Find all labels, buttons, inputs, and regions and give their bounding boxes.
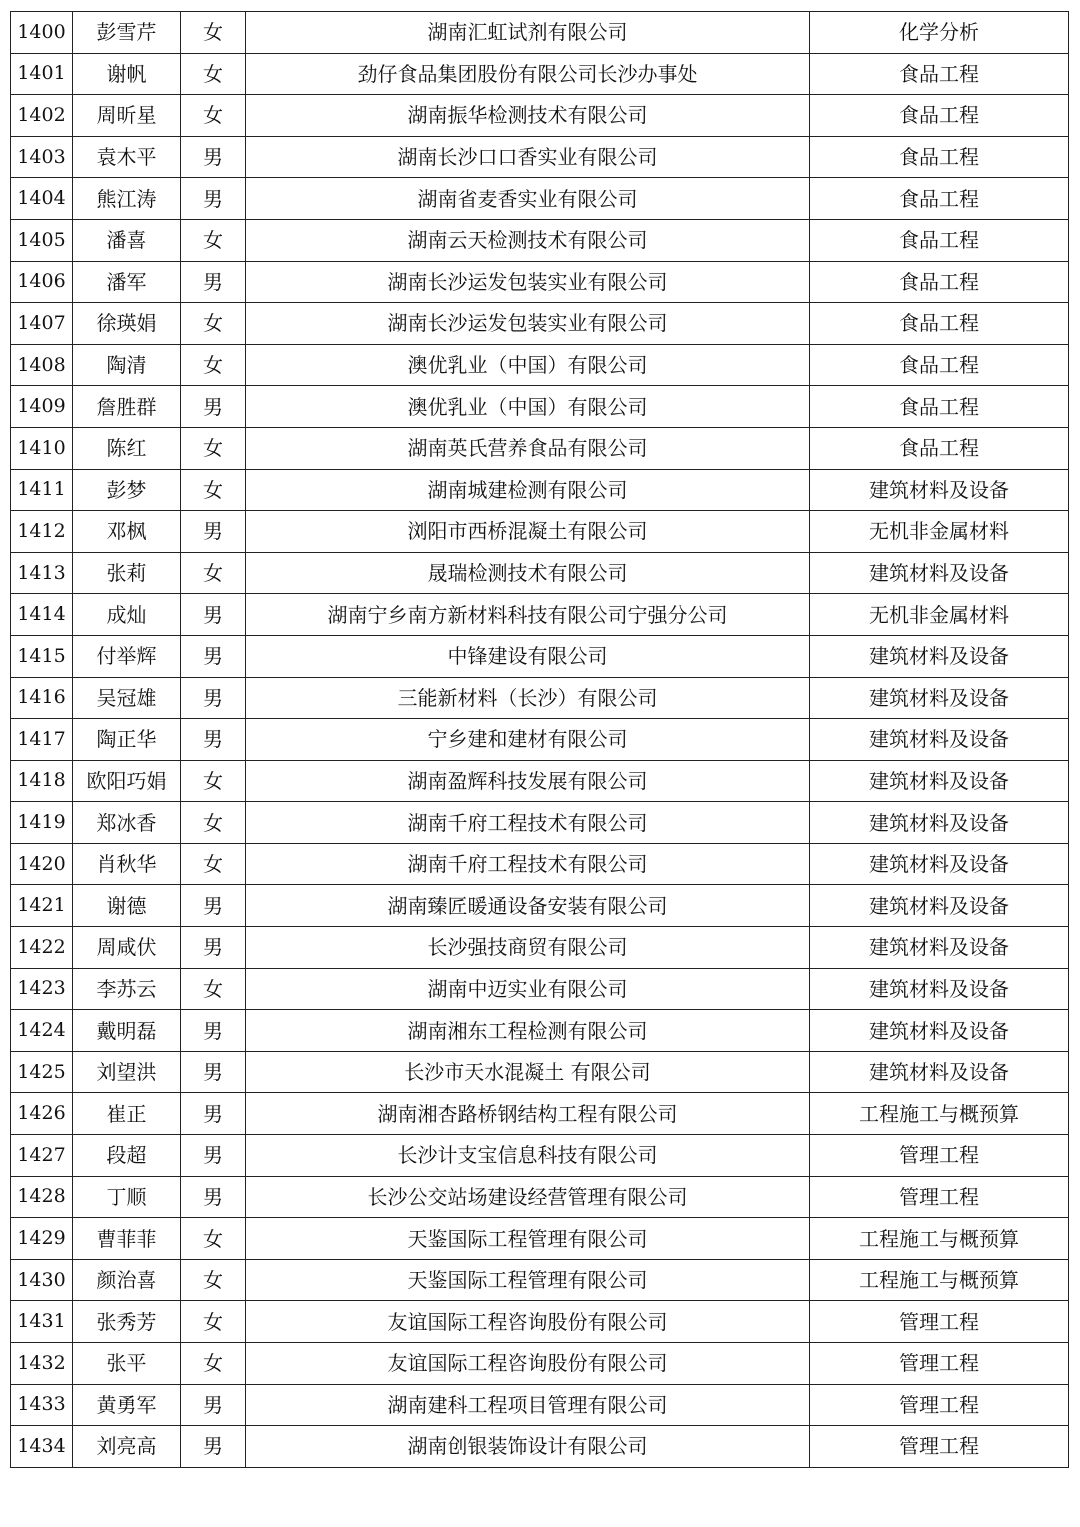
row-number-cell: 1413 <box>11 552 73 594</box>
company-cell: 湖南城建检测有限公司 <box>246 469 810 511</box>
name-cell: 戴明磊 <box>73 1010 181 1052</box>
name-cell: 周咸伏 <box>73 927 181 969</box>
name-cell: 徐瑛娟 <box>73 303 181 345</box>
name-cell: 彭梦 <box>73 469 181 511</box>
specialty-cell: 食品工程 <box>810 219 1069 261</box>
company-cell: 友谊国际工程咨询股份有限公司 <box>246 1343 810 1385</box>
row-number-cell: 1423 <box>11 968 73 1010</box>
row-number-cell: 1429 <box>11 1218 73 1260</box>
gender-cell: 女 <box>181 427 246 469</box>
gender-cell: 男 <box>181 927 246 969</box>
row-number-cell: 1417 <box>11 719 73 761</box>
gender-cell: 女 <box>181 1343 246 1385</box>
gender-cell: 女 <box>181 95 246 137</box>
row-number-cell: 1422 <box>11 927 73 969</box>
specialty-cell: 食品工程 <box>810 53 1069 95</box>
name-cell: 颜治喜 <box>73 1259 181 1301</box>
table-row <box>11 635 1069 677</box>
company-cell: 友谊国际工程咨询股份有限公司 <box>246 1301 810 1343</box>
company-cell: 湖南长沙运发包装实业有限公司 <box>246 303 810 345</box>
table-row <box>11 677 1069 719</box>
row-number-cell: 1405 <box>11 219 73 261</box>
specialty-cell: 食品工程 <box>810 386 1069 428</box>
gender-cell: 女 <box>181 53 246 95</box>
row-number-cell: 1432 <box>11 1343 73 1385</box>
name-cell: 成灿 <box>73 594 181 636</box>
company-cell: 湖南创银装饰设计有限公司 <box>246 1426 810 1468</box>
name-cell: 刘亮高 <box>73 1426 181 1468</box>
gender-cell: 男 <box>181 635 246 677</box>
table-row <box>11 469 1069 511</box>
gender-cell: 女 <box>181 1259 246 1301</box>
row-number-cell: 1412 <box>11 511 73 553</box>
name-cell: 谢帆 <box>73 53 181 95</box>
name-cell: 崔正 <box>73 1093 181 1135</box>
company-cell: 浏阳市西桥混凝土有限公司 <box>246 511 810 553</box>
table-row <box>11 968 1069 1010</box>
name-cell: 吴冠雄 <box>73 677 181 719</box>
table-row <box>11 927 1069 969</box>
table-row <box>11 1301 1069 1343</box>
row-number-cell: 1419 <box>11 802 73 844</box>
table-row <box>11 136 1069 178</box>
table-row <box>11 95 1069 137</box>
gender-cell: 男 <box>181 1051 246 1093</box>
row-number-cell: 1430 <box>11 1259 73 1301</box>
company-cell: 劲仔食品集团股份有限公司长沙办事处 <box>246 53 810 95</box>
specialty-cell: 建筑材料及设备 <box>810 885 1069 927</box>
name-cell: 邓枫 <box>73 511 181 553</box>
table-row <box>11 261 1069 303</box>
table-row <box>11 178 1069 220</box>
gender-cell: 男 <box>181 677 246 719</box>
company-cell: 湖南长沙口口香实业有限公司 <box>246 136 810 178</box>
row-number-cell: 1433 <box>11 1384 73 1426</box>
specialty-cell: 管理工程 <box>810 1176 1069 1218</box>
company-cell: 湖南建科工程项目管理有限公司 <box>246 1384 810 1426</box>
table-row <box>11 12 1069 54</box>
company-cell: 湖南英氏营养食品有限公司 <box>246 427 810 469</box>
row-number-cell: 1409 <box>11 386 73 428</box>
specialty-cell: 无机非金属材料 <box>810 594 1069 636</box>
table-row <box>11 1426 1069 1468</box>
gender-cell: 男 <box>181 1426 246 1468</box>
table-row <box>11 843 1069 885</box>
company-cell: 湖南中迈实业有限公司 <box>246 968 810 1010</box>
company-cell: 湖南省麦香实业有限公司 <box>246 178 810 220</box>
gender-cell: 女 <box>181 760 246 802</box>
table-row <box>11 802 1069 844</box>
table-row <box>11 594 1069 636</box>
table-row <box>11 1010 1069 1052</box>
specialty-cell: 建筑材料及设备 <box>810 802 1069 844</box>
company-cell: 澳优乳业（中国）有限公司 <box>246 344 810 386</box>
table-row <box>11 1218 1069 1260</box>
table-row <box>11 1135 1069 1177</box>
row-number-cell: 1403 <box>11 136 73 178</box>
table-row <box>11 1343 1069 1385</box>
gender-cell: 女 <box>181 968 246 1010</box>
specialty-cell: 建筑材料及设备 <box>810 760 1069 802</box>
company-cell: 湖南湘东工程检测有限公司 <box>246 1010 810 1052</box>
company-cell: 中锋建设有限公司 <box>246 635 810 677</box>
table-row <box>11 427 1069 469</box>
gender-cell: 男 <box>181 594 246 636</box>
company-cell: 长沙计支宝信息科技有限公司 <box>246 1135 810 1177</box>
specialty-cell: 无机非金属材料 <box>810 511 1069 553</box>
company-cell: 晟瑞检测技术有限公司 <box>246 552 810 594</box>
gender-cell: 女 <box>181 12 246 54</box>
gender-cell: 男 <box>181 1093 246 1135</box>
gender-cell: 男 <box>181 1010 246 1052</box>
company-cell: 湖南汇虹试剂有限公司 <box>246 12 810 54</box>
specialty-cell: 管理工程 <box>810 1426 1069 1468</box>
specialty-cell: 化学分析 <box>810 12 1069 54</box>
row-number-cell: 1401 <box>11 53 73 95</box>
company-cell: 湖南盈辉科技发展有限公司 <box>246 760 810 802</box>
row-number-cell: 1415 <box>11 635 73 677</box>
row-number-cell: 1418 <box>11 760 73 802</box>
name-cell: 曹菲菲 <box>73 1218 181 1260</box>
gender-cell: 女 <box>181 469 246 511</box>
specialty-cell: 建筑材料及设备 <box>810 927 1069 969</box>
name-cell: 詹胜群 <box>73 386 181 428</box>
specialty-cell: 工程施工与概预算 <box>810 1259 1069 1301</box>
specialty-cell: 食品工程 <box>810 344 1069 386</box>
specialty-cell: 建筑材料及设备 <box>810 843 1069 885</box>
name-cell: 李苏云 <box>73 968 181 1010</box>
row-number-cell: 1410 <box>11 427 73 469</box>
table-row <box>11 1051 1069 1093</box>
specialty-cell: 建筑材料及设备 <box>810 552 1069 594</box>
gender-cell: 女 <box>181 219 246 261</box>
gender-cell: 女 <box>181 344 246 386</box>
specialty-cell: 食品工程 <box>810 178 1069 220</box>
gender-cell: 女 <box>181 843 246 885</box>
table-row <box>11 511 1069 553</box>
company-cell: 湖南千府工程技术有限公司 <box>246 802 810 844</box>
company-cell: 长沙市天水混凝土 有限公司 <box>246 1051 810 1093</box>
specialty-cell: 建筑材料及设备 <box>810 968 1069 1010</box>
name-cell: 袁木平 <box>73 136 181 178</box>
table-row <box>11 53 1069 95</box>
company-cell: 天鉴国际工程管理有限公司 <box>246 1259 810 1301</box>
table-row <box>11 719 1069 761</box>
specialty-cell: 工程施工与概预算 <box>810 1093 1069 1135</box>
row-number-cell: 1411 <box>11 469 73 511</box>
gender-cell: 男 <box>181 386 246 428</box>
company-cell: 湖南千府工程技术有限公司 <box>246 843 810 885</box>
name-cell: 付举辉 <box>73 635 181 677</box>
name-cell: 陶正华 <box>73 719 181 761</box>
table-row <box>11 219 1069 261</box>
row-number-cell: 1420 <box>11 843 73 885</box>
name-cell: 黄勇军 <box>73 1384 181 1426</box>
name-cell: 陶清 <box>73 344 181 386</box>
company-cell: 湖南宁乡南方新材料科技有限公司宁强分公司 <box>246 594 810 636</box>
company-cell: 长沙公交站场建设经营管理有限公司 <box>246 1176 810 1218</box>
specialty-cell: 工程施工与概预算 <box>810 1218 1069 1260</box>
row-number-cell: 1431 <box>11 1301 73 1343</box>
name-cell: 张莉 <box>73 552 181 594</box>
company-cell: 湖南湘杏路桥钢结构工程有限公司 <box>246 1093 810 1135</box>
row-number-cell: 1424 <box>11 1010 73 1052</box>
company-cell: 宁乡建和建材有限公司 <box>246 719 810 761</box>
row-number-cell: 1428 <box>11 1176 73 1218</box>
table-row <box>11 344 1069 386</box>
row-number-cell: 1434 <box>11 1426 73 1468</box>
gender-cell: 男 <box>181 511 246 553</box>
gender-cell: 男 <box>181 1384 246 1426</box>
row-number-cell: 1416 <box>11 677 73 719</box>
personnel-table-body <box>11 12 1069 1468</box>
name-cell: 欧阳巧娟 <box>73 760 181 802</box>
row-number-cell: 1400 <box>11 12 73 54</box>
company-cell: 湖南长沙运发包装实业有限公司 <box>246 261 810 303</box>
specialty-cell: 管理工程 <box>810 1135 1069 1177</box>
name-cell: 段超 <box>73 1135 181 1177</box>
table-row <box>11 552 1069 594</box>
gender-cell: 男 <box>181 178 246 220</box>
specialty-cell: 食品工程 <box>810 261 1069 303</box>
specialty-cell: 建筑材料及设备 <box>810 677 1069 719</box>
name-cell: 彭雪芹 <box>73 12 181 54</box>
gender-cell: 男 <box>181 719 246 761</box>
specialty-cell: 食品工程 <box>810 303 1069 345</box>
gender-cell: 女 <box>181 303 246 345</box>
gender-cell: 男 <box>181 1176 246 1218</box>
table-row <box>11 386 1069 428</box>
specialty-cell: 管理工程 <box>810 1343 1069 1385</box>
specialty-cell: 食品工程 <box>810 427 1069 469</box>
specialty-cell: 建筑材料及设备 <box>810 469 1069 511</box>
name-cell: 熊江涛 <box>73 178 181 220</box>
table-row <box>11 1176 1069 1218</box>
personnel-table <box>10 11 1069 1468</box>
row-number-cell: 1414 <box>11 594 73 636</box>
specialty-cell: 食品工程 <box>810 95 1069 137</box>
gender-cell: 男 <box>181 1135 246 1177</box>
name-cell: 张秀芳 <box>73 1301 181 1343</box>
company-cell: 天鉴国际工程管理有限公司 <box>246 1218 810 1260</box>
name-cell: 丁顺 <box>73 1176 181 1218</box>
company-cell: 三能新材料（长沙）有限公司 <box>246 677 810 719</box>
specialty-cell: 建筑材料及设备 <box>810 635 1069 677</box>
name-cell: 刘望洪 <box>73 1051 181 1093</box>
table-row <box>11 1259 1069 1301</box>
specialty-cell: 管理工程 <box>810 1384 1069 1426</box>
table-row <box>11 885 1069 927</box>
row-number-cell: 1425 <box>11 1051 73 1093</box>
row-number-cell: 1427 <box>11 1135 73 1177</box>
name-cell: 郑冰香 <box>73 802 181 844</box>
name-cell: 张平 <box>73 1343 181 1385</box>
company-cell: 湖南臻匠暖通设备安装有限公司 <box>246 885 810 927</box>
specialty-cell: 建筑材料及设备 <box>810 1051 1069 1093</box>
gender-cell: 男 <box>181 885 246 927</box>
name-cell: 潘军 <box>73 261 181 303</box>
name-cell: 陈红 <box>73 427 181 469</box>
table-row <box>11 1384 1069 1426</box>
row-number-cell: 1406 <box>11 261 73 303</box>
name-cell: 潘喜 <box>73 219 181 261</box>
row-number-cell: 1426 <box>11 1093 73 1135</box>
company-cell: 湖南振华检测技术有限公司 <box>246 95 810 137</box>
specialty-cell: 管理工程 <box>810 1301 1069 1343</box>
gender-cell: 女 <box>181 552 246 594</box>
row-number-cell: 1404 <box>11 178 73 220</box>
gender-cell: 女 <box>181 802 246 844</box>
table-row <box>11 1093 1069 1135</box>
row-number-cell: 1421 <box>11 885 73 927</box>
gender-cell: 男 <box>181 136 246 178</box>
specialty-cell: 建筑材料及设备 <box>810 719 1069 761</box>
row-number-cell: 1408 <box>11 344 73 386</box>
company-cell: 澳优乳业（中国）有限公司 <box>246 386 810 428</box>
name-cell: 肖秋华 <box>73 843 181 885</box>
company-cell: 长沙强技商贸有限公司 <box>246 927 810 969</box>
specialty-cell: 建筑材料及设备 <box>810 1010 1069 1052</box>
gender-cell: 女 <box>181 1301 246 1343</box>
table-row <box>11 303 1069 345</box>
gender-cell: 男 <box>181 261 246 303</box>
company-cell: 湖南云天检测技术有限公司 <box>246 219 810 261</box>
name-cell: 周昕星 <box>73 95 181 137</box>
row-number-cell: 1402 <box>11 95 73 137</box>
name-cell: 谢德 <box>73 885 181 927</box>
table-row <box>11 760 1069 802</box>
specialty-cell: 食品工程 <box>810 136 1069 178</box>
gender-cell: 女 <box>181 1218 246 1260</box>
row-number-cell: 1407 <box>11 303 73 345</box>
